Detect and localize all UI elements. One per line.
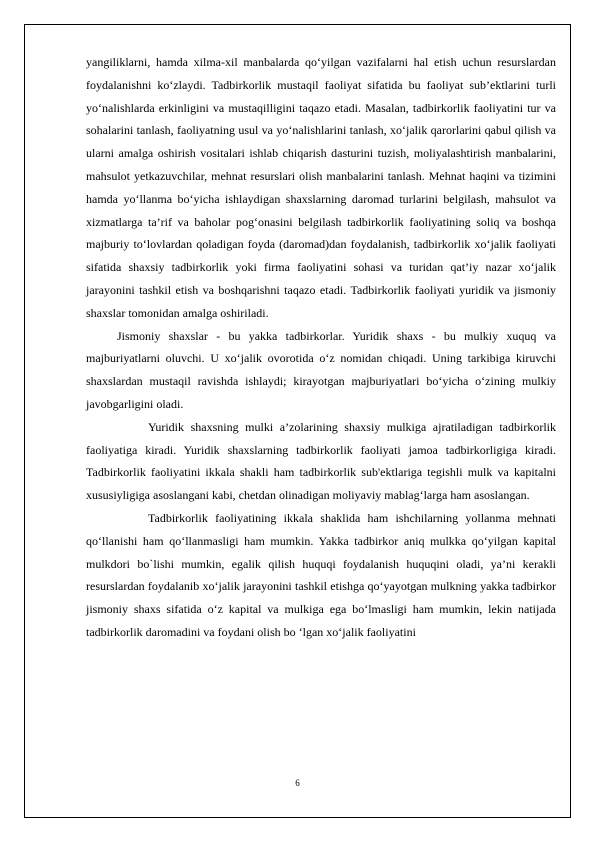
paragraph-4: Tadbirkorlik faoliyatining ikkala shaklida ham ishchilarning yollanma mehnati qo‘llanishi ham qo‘llanmasligi ham mumkin. Yakka tadbirkor aniq mulkka qo‘yilgan kapital mulkdori bo`lishi mumkin, egalik qilish huquqi foydalanish huquqini oladi, ya’ni kerakli resurslardan foydalanib xo‘jalik jarayonini tashkil etishga qo‘yayotgan mulkning yakka tadbirkor jismoniy shaxs sifatida o‘z kapital va mulkiga ega bo‘lmasligi ham mumkin, lekin natijada tadbirkorlik daromadini va foydani olish bo ‘lgan xo‘jalik faoliyatini (86, 510, 556, 639)
document-body (86, 51, 556, 644)
paragraph-3: Yuridik shaxsning mulki a’zolarining shaxsiy mulkiga ajratiladigan tadbirkorlik faoliyatiga kiradi. Yuridik shaxslarning tadbirkorlik faoliyati jamoa tadbirkorligiga kiradi. Tadbirkorlik faoliyatini ikkala shakli ham tadbirkorlik sub'ektlariga tegishli mulk va kapitalni xususiyligiga asoslangani kabi, chetdan olinadigan moliyaviy mablag‘larga ham asoslangan. (86, 419, 556, 503)
paragraph-2: Jismoniy shaxslar - bu yakka tadbirkorlar. Yuridik shaxs - bu mulkiy xuquq va majburiyatlarni oluvchi. U xo‘jalik ovorotida o‘z nomidan chiqadi. Uning tarkibiga kiruvchi shaxslardan mustaqil ravishda ishlaydi; kirayotgan majburiyatlari bo‘yicha o‘zining mulkiy javobgarligini oladi. (86, 328, 556, 411)
page-number: 6 (295, 778, 300, 788)
paragraph-1: yangiliklarni, hamda xilma-xil manbalarda qo‘yilgan vazifalarni hal etish uchun resurslardan foydalanishni ko‘zlaydi. Tadbirkorlik mustaqil faoliyat sifatida bu faoliyat sub’ektlarini turli yo‘nalishlarda erkinligini va mustaqilligini taqazo etadi. Masalan, tadbirkorlik faoliyatini tur va sohalarini tanlash, faoliyatning usul va yo‘nalishlarini tanlash, xo‘jalik qarorlarini qabul qilish va ularni amalga oshirish vositalari ishlab chiqarish dasturini tuzish, moliyalashtirish manbalarini, mahsulot yetkazuvchilar, mehnat resurslari olish manbalarini tanlash. Mehnat haqini va tizimini hamda yo‘llanma bo‘yicha ishlaydigan shaxslarning daromad turlarini belgilash, mahsulot va xizmatlarga ta’rif va baholar pog‘onasini belgilash tadbirkorlik faoliyatining soliq va boshqa majburiy to‘lovlardan qoladigan foyda (daromad)dan foydalanish, tadbirkorlik xo‘jalik faoliyati sifatida shaxsiy tadbirkorlik yoki firma faoliyatini sohasi va turidan qat’iy nazar xo‘jalik jarayonini tashkil etish va boshqarishni taqazo etadi. Tadbirkorlik faoliyati yuridik va jismoniy shaxslar tomonidan amalga oshiriladi. (86, 55, 556, 320)
